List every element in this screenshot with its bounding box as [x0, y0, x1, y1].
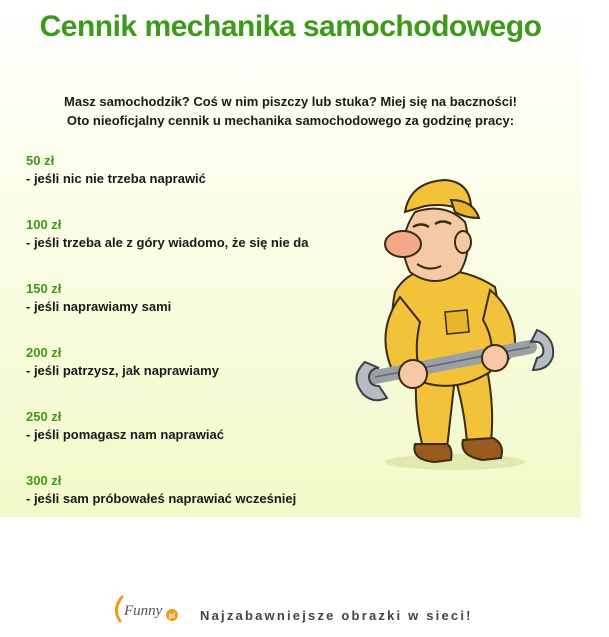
price-description: - jeśli naprawiamy sami [26, 299, 172, 314]
ground-shadow [385, 454, 525, 470]
right-hand [482, 345, 508, 371]
footer-tagline: Najzabawniejsze obrazki w sieci! [200, 608, 473, 623]
intro-line-1: Masz samochodzik? Coś w nim piszczy lub stuka? Miej się na baczności! [64, 94, 517, 109]
price-item [26, 280, 386, 344]
left-hand [399, 360, 427, 388]
footer [0, 590, 609, 630]
price-description: - jeśli trzeba ale z góry wiadomo, że się nie da [26, 235, 309, 250]
price-amount: 100 zł [26, 217, 62, 232]
price-description: - jeśli nic nie trzeba naprawić [26, 171, 206, 186]
price-amount: 250 zł [26, 409, 62, 424]
price-item [26, 408, 386, 472]
intro-line-2: Oto nieoficjalny cennik u mechanika samochodowego za godzinę pracy: [66, 113, 515, 128]
price-description: - jeśli pomagasz nam naprawiać [26, 427, 224, 442]
funny-logo[interactable] [110, 593, 182, 625]
logo-text: Funny [124, 603, 163, 619]
poster-title: Cennik mechanika samochodowego [39, 10, 542, 43]
price-item [26, 472, 386, 536]
price-amount: 200 zł [26, 345, 62, 360]
price-amount: 150 zł [26, 281, 62, 296]
poster-intro [0, 92, 581, 130]
price-amount: 300 zł [26, 473, 62, 488]
price-description: - jeśli sam próbowałeś naprawiać wcześniej [26, 491, 297, 506]
price-item [26, 216, 386, 280]
price-description: - jeśli patrzysz, jak naprawiamy [26, 363, 219, 378]
mechanic-illustration [355, 172, 561, 477]
logo-badge: pl [168, 613, 176, 620]
price-list [26, 152, 386, 536]
price-item [26, 152, 386, 216]
price-amount: 50 zł [26, 153, 55, 168]
mechanic-nose [385, 231, 421, 257]
price-item [26, 344, 386, 408]
